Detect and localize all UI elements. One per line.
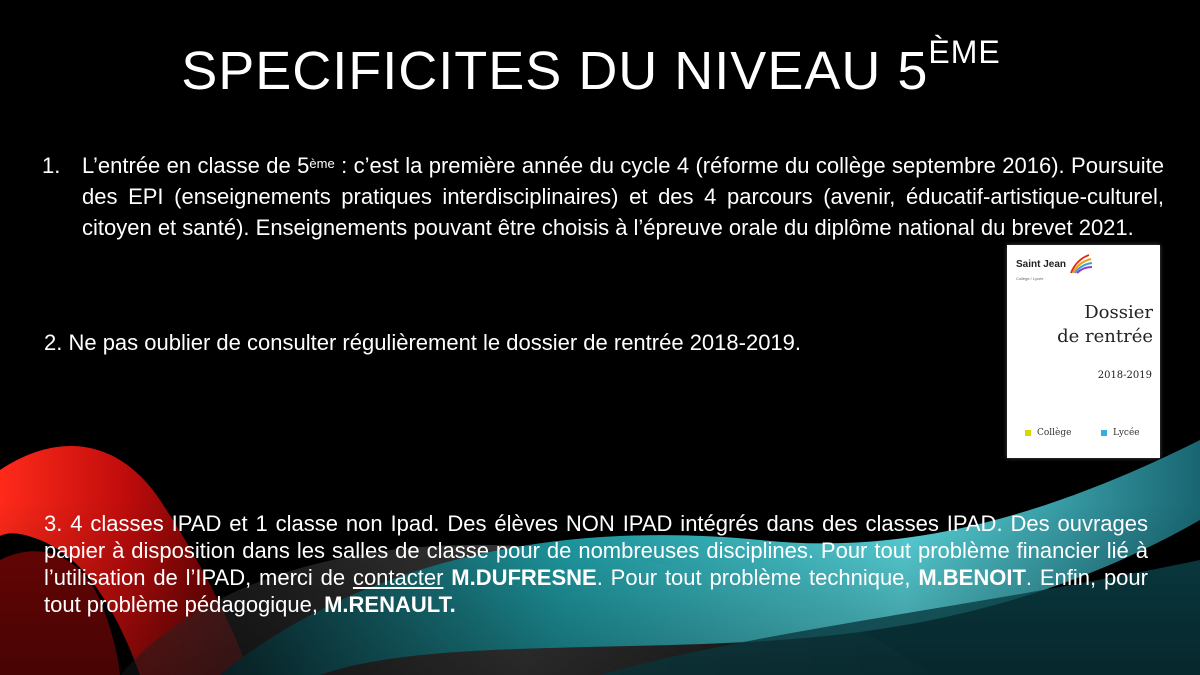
contact-name-benoit: M.BENOIT xyxy=(918,565,1026,590)
item3-text-3: . Pour tout problème technique, xyxy=(596,565,919,590)
college-square-icon xyxy=(1025,430,1031,436)
list-item-1 xyxy=(42,150,1164,243)
item1-superscript: ème xyxy=(309,156,335,171)
item3-text-4: . Enfin, pour tout problème pédagogique, xyxy=(44,565,1148,617)
list-item-1-text xyxy=(82,150,1164,243)
contact-name-renault: M.RENAULT. xyxy=(324,592,456,617)
dossier-title-line1: Dossier xyxy=(1084,302,1153,323)
lycee-square-icon xyxy=(1101,430,1107,436)
slide-title-main: SPECIFICITES DU NIVEAU 5 xyxy=(181,41,929,101)
dossier-brand: Saint Jean xyxy=(1016,259,1067,270)
item1-text-start: L’entrée en classe de 5 xyxy=(82,153,310,178)
tag-lycee-label: Lycée xyxy=(1113,428,1140,438)
dossier-title-line2: de rentrée xyxy=(1057,326,1153,347)
slide-title-superscript: ÈME xyxy=(928,34,1001,70)
dossier-cover-image xyxy=(1007,245,1160,458)
dossier-year: 2018-2019 xyxy=(1097,370,1152,381)
tag-lycee xyxy=(1101,428,1140,438)
item3-text-1: 3. 4 classes IPAD et 1 classe non Ipad. Des élèves NON IPAD intégrés dans des classes IPAD. Des ouvrages papier à disposition dans les salles de classe pour de nombreuses disciplines. Pour tout problème financier lié à l’utilisation de l’IPAD, merci de xyxy=(44,511,1148,590)
tag-college-label: Collège xyxy=(1037,428,1072,438)
list-item-3 xyxy=(44,510,1148,618)
list-item-1-number: 1. xyxy=(42,153,61,178)
dossier-title xyxy=(1007,301,1153,349)
dossier-brand-sub: Collège / Lycée xyxy=(1016,276,1044,281)
item1-text-rest: : c’est la première année du cycle 4 (réforme du collège septembre 2016). Poursuite des EPI (enseignements pratiques interdisciplinaires) et des 4 parcours (avenir, éducatif-artistique-culturel, citoyen et santé). Enseignements pouvant être choisis à l’épreuve orale du diplôme national du brevet 2021. xyxy=(82,153,1164,240)
contact-name-dufresne: M.DUFRESNE xyxy=(451,565,597,590)
contact-link[interactable]: contacter xyxy=(352,565,444,590)
list-item-2: 2. Ne pas oublier de consulter régulièrement le dossier de rentrée 2018-2019. xyxy=(44,330,802,355)
tag-college xyxy=(1025,428,1071,438)
school-logo-icon xyxy=(1067,253,1093,275)
slide-title xyxy=(0,34,1182,102)
